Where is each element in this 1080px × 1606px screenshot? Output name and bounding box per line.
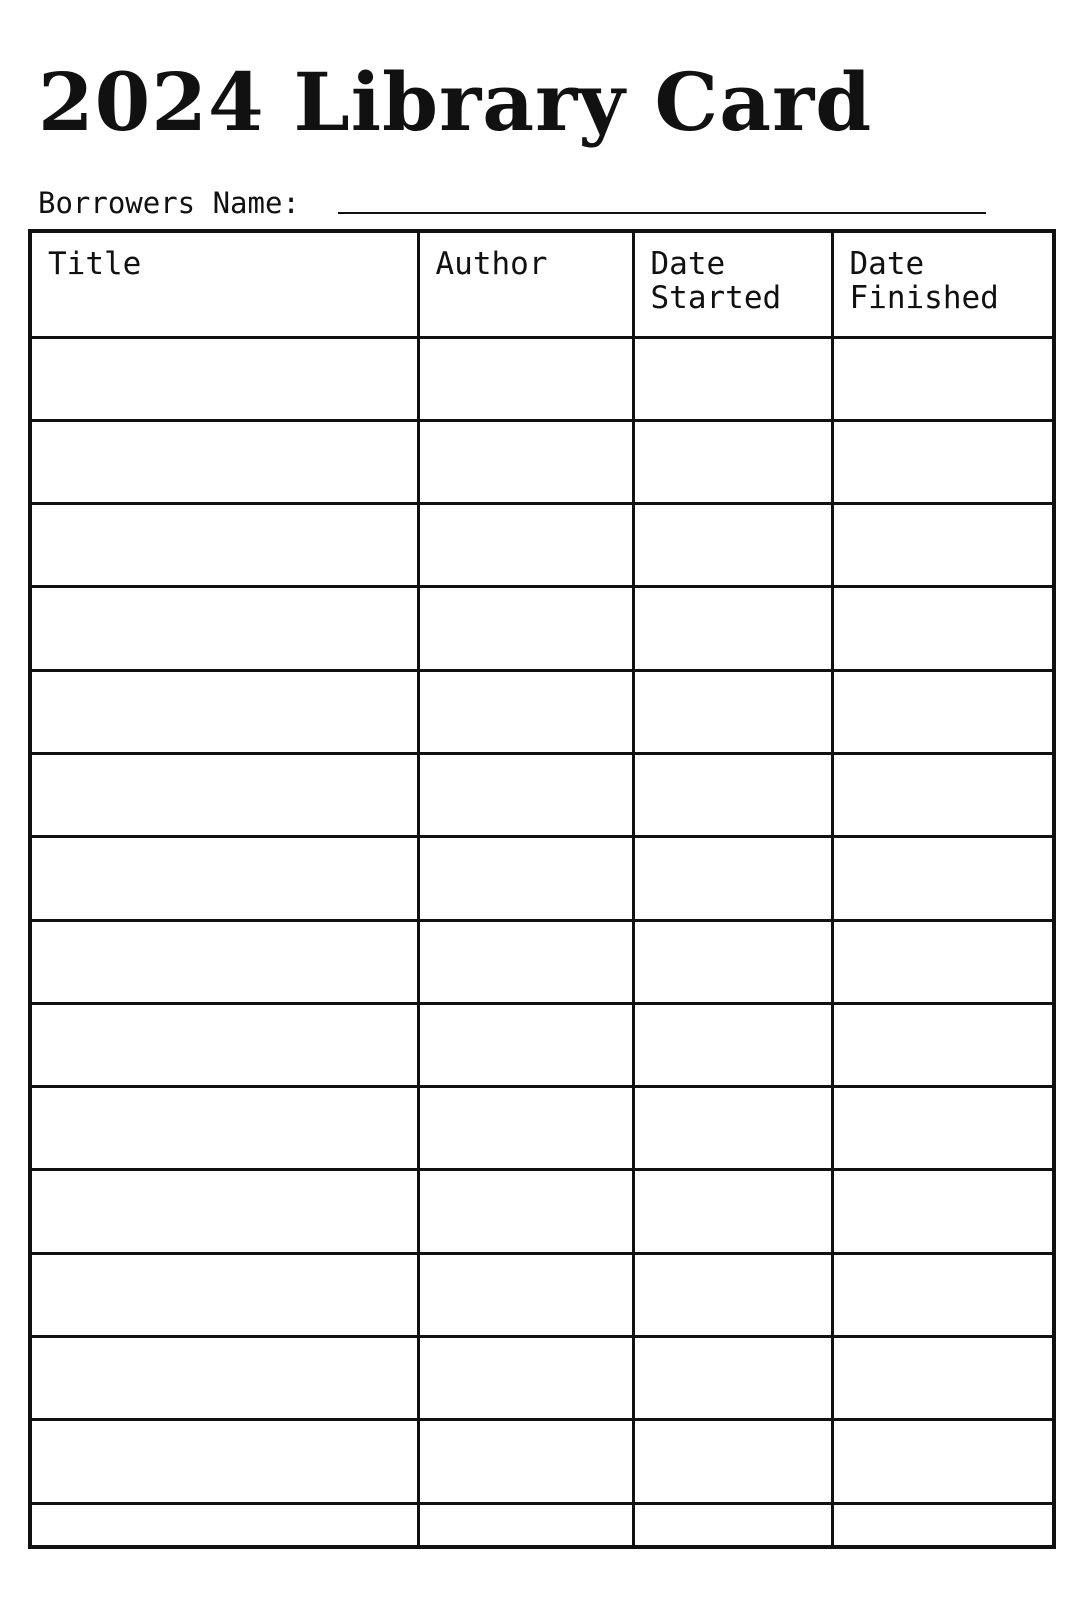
reading-log-table: [28, 229, 1056, 1549]
date-finished-cell[interactable]: [832, 1003, 1052, 1086]
page-title: 2024 Library Card: [38, 55, 873, 149]
date-started-cell[interactable]: [633, 753, 832, 836]
author-cell[interactable]: [418, 1170, 633, 1253]
date-finished-cell[interactable]: [832, 1503, 1052, 1545]
date-finished-cell[interactable]: [832, 753, 1052, 836]
date-finished-cell[interactable]: [832, 337, 1052, 420]
author-cell[interactable]: [418, 753, 633, 836]
date-started-cell[interactable]: [633, 837, 832, 920]
date-started-cell[interactable]: [633, 504, 832, 587]
date-started-cell[interactable]: [633, 420, 832, 503]
author-cell[interactable]: [418, 337, 633, 420]
borrower-name-field[interactable]: [338, 212, 986, 214]
table-row: [32, 337, 1052, 420]
title-cell[interactable]: [32, 837, 418, 920]
table-row: [32, 1503, 1052, 1545]
date-finished-cell[interactable]: [832, 1170, 1052, 1253]
table-row: [32, 1170, 1052, 1253]
table-row: [32, 420, 1052, 503]
date-started-cell[interactable]: [633, 1253, 832, 1336]
author-cell[interactable]: [418, 587, 633, 670]
date-started-cell[interactable]: [633, 670, 832, 753]
column-header-title: Title: [32, 233, 418, 337]
author-cell[interactable]: [418, 504, 633, 587]
column-header-author: Author: [418, 233, 633, 337]
table-row: [32, 920, 1052, 1003]
title-cell[interactable]: [32, 1503, 418, 1545]
date-finished-cell[interactable]: [832, 420, 1052, 503]
date-finished-cell[interactable]: [832, 504, 1052, 587]
table-row: [32, 837, 1052, 920]
column-header-date-started: Date Started: [633, 233, 832, 337]
table-row: [32, 1087, 1052, 1170]
date-finished-cell[interactable]: [832, 670, 1052, 753]
date-started-cell[interactable]: [633, 1003, 832, 1086]
title-cell[interactable]: [32, 1170, 418, 1253]
table-row: [32, 1420, 1052, 1503]
table-row: [32, 504, 1052, 587]
date-started-cell[interactable]: [633, 1087, 832, 1170]
date-started-cell[interactable]: [633, 920, 832, 1003]
author-cell[interactable]: [418, 1337, 633, 1420]
table-row: [32, 1337, 1052, 1420]
column-header-date-finished: Date Finished: [832, 233, 1052, 337]
table-row: [32, 587, 1052, 670]
date-finished-cell[interactable]: [832, 837, 1052, 920]
author-cell[interactable]: [418, 670, 633, 753]
title-cell[interactable]: [32, 1087, 418, 1170]
author-cell[interactable]: [418, 1253, 633, 1336]
table-row: [32, 1003, 1052, 1086]
author-cell[interactable]: [418, 1420, 633, 1503]
date-started-cell[interactable]: [633, 1420, 832, 1503]
title-cell[interactable]: [32, 920, 418, 1003]
table-row: [32, 670, 1052, 753]
table-row: [32, 1253, 1052, 1336]
title-cell[interactable]: [32, 587, 418, 670]
borrower-name-label: Borrowers Name:: [38, 186, 300, 220]
table-body: [32, 337, 1052, 1545]
author-cell[interactable]: [418, 837, 633, 920]
title-cell[interactable]: [32, 1003, 418, 1086]
title-cell[interactable]: [32, 337, 418, 420]
title-cell[interactable]: [32, 753, 418, 836]
author-cell[interactable]: [418, 1503, 633, 1545]
title-cell[interactable]: [32, 1337, 418, 1420]
date-started-cell[interactable]: [633, 1170, 832, 1253]
author-cell[interactable]: [418, 920, 633, 1003]
date-started-cell[interactable]: [633, 1503, 832, 1545]
author-cell[interactable]: [418, 1003, 633, 1086]
title-cell[interactable]: [32, 1420, 418, 1503]
title-cell[interactable]: [32, 670, 418, 753]
table-header-row: [32, 233, 1052, 337]
date-started-cell[interactable]: [633, 1337, 832, 1420]
date-finished-cell[interactable]: [832, 1420, 1052, 1503]
date-finished-cell[interactable]: [832, 587, 1052, 670]
table-row: [32, 753, 1052, 836]
date-finished-cell[interactable]: [832, 1253, 1052, 1336]
date-finished-cell[interactable]: [832, 1337, 1052, 1420]
title-cell[interactable]: [32, 504, 418, 587]
title-cell[interactable]: [32, 420, 418, 503]
date-finished-cell[interactable]: [832, 1087, 1052, 1170]
author-cell[interactable]: [418, 1087, 633, 1170]
date-finished-cell[interactable]: [832, 920, 1052, 1003]
author-cell[interactable]: [418, 420, 633, 503]
date-started-cell[interactable]: [633, 587, 832, 670]
title-cell[interactable]: [32, 1253, 418, 1336]
date-started-cell[interactable]: [633, 337, 832, 420]
